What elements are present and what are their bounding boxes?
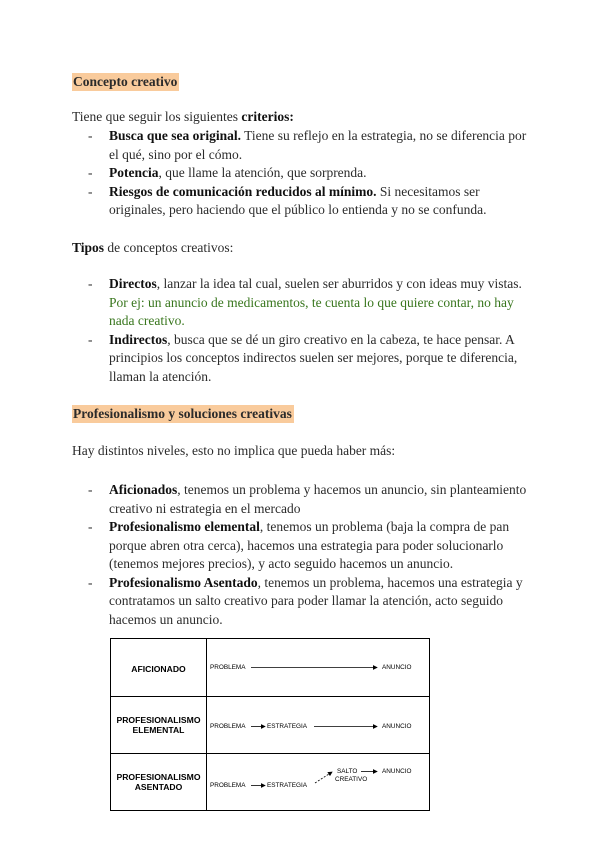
diagram-arrows (111, 639, 431, 812)
list-item: - Directos, lanzar la idea tal cual, suelen ser aburridos y con ideas muy vistas. Por ej: un anuncio de medicamentos, te cuenta lo que quiere contar, no hay nada creativo. (88, 276, 522, 328)
example-note: Por ej: un anuncio de medicamentos, te cuenta lo que quiere contar, no hay nada creativo. (109, 294, 514, 328)
criteria-list (88, 127, 528, 220)
label-salto: SALTO (337, 768, 358, 775)
label-creativo: CREATIVO (335, 776, 368, 783)
row-label-aficionado: AFICIONADO (131, 664, 186, 674)
levels-list (88, 481, 528, 629)
list-item: - Potencia, que llame la atención, que sorprenda. (88, 165, 367, 180)
types-list (88, 275, 528, 386)
label-problema: PROBLEMA (210, 782, 246, 789)
label-anuncio: ANUNCIO (382, 664, 412, 671)
list-item: - Busca que sea original. Tiene su reflejo en la estrategia, no se diferencia por el qué, sino por el cómo. (88, 128, 527, 162)
levels-intro: Hay distintos niveles, esto no implica que pueda haber más: (72, 443, 396, 458)
row-label-elemental: PROFESIONALISMO ELEMENTAL (116, 715, 201, 735)
list-item: - Profesionalismo Asentado, tenemos un problema, hacemos una estrategia y contratamos un salto creativo para poder llamar la atención, acto seguido hacemos un anuncio. (88, 574, 523, 627)
heading-profesionalismo: Profesionalismo y soluciones creativas (73, 406, 292, 421)
list-item: - Riesgos de comunicación reducidos al mínimo. Si necesitamos ser originales, pero haciendo que el público lo entienda y no se confunda. (88, 183, 487, 217)
criteria-intro: Tiene que seguir los siguientes criterios: (72, 109, 294, 124)
list-item: - Indirectos, busca que se dé un giro creativo en la cabeza, te hace pensar. A principios los conceptos indirectos suelen ser mejores, porque te diferencia, llaman la atención. (88, 331, 518, 384)
list-item: - Profesionalismo elemental, tenemos un problema (baja la compra de pan porque abren otra cerca), hacemos una estrategia para poder solucionarlo (tenemos mejores precios), y acto seguido hacemos un anuncio. (88, 519, 510, 571)
label-anuncio: ANUNCIO (382, 768, 412, 775)
label-problema: PROBLEMA (210, 723, 246, 730)
row-label-asentado: PROFESIONALISMO ASENTADO (116, 772, 201, 792)
label-estrategia: ESTRATEGIA (267, 782, 308, 789)
list-item: - Aficionados, tenemos un problema y hacemos un anuncio, sin planteamiento creativo ni estrategia en el mercado (88, 482, 527, 516)
types-intro: Tipos de conceptos creativos: (72, 240, 234, 255)
label-estrategia: ESTRATEGIA (267, 723, 308, 730)
professionalism-diagram (110, 638, 430, 811)
label-problema: PROBLEMA (210, 664, 246, 671)
label-anuncio: ANUNCIO (382, 723, 412, 730)
heading-concepto-creativo: Concepto creativo (73, 74, 178, 89)
